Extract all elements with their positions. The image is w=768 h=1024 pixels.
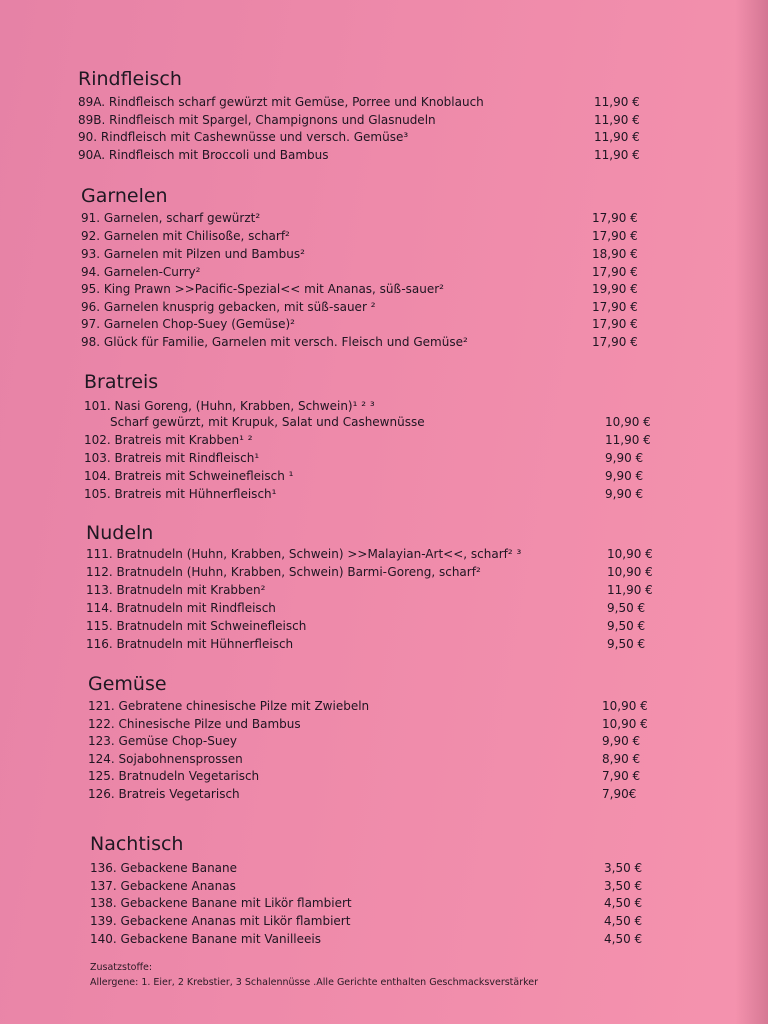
menu-item-name: 90. Rindfleisch mit Cashewnüsse und versch. Gemüse³ xyxy=(78,130,409,144)
allergens-note: Allergene: 1. Eier, 2 Krebstier, 3 Schalennüsse .Alle Gerichte enthalten Geschmacksverstärker xyxy=(90,977,539,988)
menu-item xyxy=(0,334,768,352)
menu-item xyxy=(0,450,768,468)
menu-item-price: 9,50 € xyxy=(607,601,646,615)
menu-item-price: 4,50 € xyxy=(604,896,643,910)
menu-item xyxy=(0,860,768,878)
menu-item-price: 3,50 € xyxy=(604,879,643,893)
menu-item xyxy=(0,546,768,564)
menu-item xyxy=(0,716,768,734)
menu-item-price: 17,90 € xyxy=(592,300,638,314)
menu-item-name: 101. Nasi Goreng, (Huhn, Krabben, Schwein)¹ ² ³ xyxy=(84,399,375,413)
menu-item xyxy=(0,878,768,896)
menu-item-price: 17,90 € xyxy=(592,229,638,243)
menu-item xyxy=(0,210,768,228)
menu-item-name: 121. Gebratene chinesische Pilze mit Zwiebeln xyxy=(88,699,370,713)
menu-item xyxy=(0,733,768,751)
menu-item-price: 9,90 € xyxy=(605,451,644,465)
menu-item xyxy=(0,895,768,913)
menu-item-name: 115. Bratnudeln mit Schweinefleisch xyxy=(86,619,307,633)
menu-item-price: 19,90 € xyxy=(592,282,638,296)
menu-item xyxy=(0,618,768,636)
menu-item xyxy=(0,299,768,317)
section-heading: Bratreis xyxy=(84,371,159,393)
menu-item-name: 138. Gebackene Banane mit Likör flambiert xyxy=(90,896,352,910)
menu-item-name: 124. Sojabohnensprossen xyxy=(88,752,243,766)
menu-item xyxy=(0,913,768,931)
menu-item-name: 139. Gebackene Ananas mit Likör flambiert xyxy=(90,914,351,928)
menu-item-name: 126. Bratreis Vegetarisch xyxy=(88,787,240,801)
menu-item xyxy=(0,112,768,130)
menu-item xyxy=(0,432,768,450)
menu-item-name: 92. Garnelen mit Chilisoße, scharf² xyxy=(81,229,290,243)
menu-item-price: 11,90 € xyxy=(594,130,640,144)
menu-item xyxy=(0,486,768,504)
menu-item-name: 94. Garnelen-Curry² xyxy=(81,265,201,279)
menu-item-name: 95. King Prawn >>Pacific-Spezial<< mit Ananas, süß-sauer² xyxy=(81,282,444,296)
menu-item-name: 91. Garnelen, scharf gewürzt² xyxy=(81,211,261,225)
menu-item xyxy=(0,636,768,654)
menu-item-price: 18,90 € xyxy=(592,247,638,261)
menu-item-price: 8,90 € xyxy=(602,752,641,766)
menu-item-price: 9,50 € xyxy=(607,619,646,633)
menu-item-name: 96. Garnelen knusprig gebacken, mit süß-sauer ² xyxy=(81,300,376,314)
menu-item-price: 9,90 € xyxy=(602,734,641,748)
menu-item-name: Scharf gewürzt, mit Krupuk, Salat und Cashewnüsse xyxy=(110,415,425,429)
section-heading: Gemüse xyxy=(88,673,167,695)
menu-item xyxy=(0,786,768,804)
menu-item-name: 123. Gemüse Chop-Suey xyxy=(88,734,237,748)
menu-item-name: 103. Bratreis mit Rindfleisch¹ xyxy=(84,451,260,465)
menu-item-name: 113. Bratnudeln mit Krabben² xyxy=(86,583,266,597)
menu-item-price: 10,90 € xyxy=(607,565,653,579)
menu-item-name: 98. Glück für Familie, Garnelen mit versch. Fleisch und Gemüse² xyxy=(81,335,468,349)
menu-item-name: 89B. Rindfleisch mit Spargel, Champignons und Glasnudeln xyxy=(78,113,436,127)
menu-item-price: 10,90 € xyxy=(605,415,651,429)
menu-item-price: 9,90 € xyxy=(605,487,644,501)
menu-item-name: 122. Chinesische Pilze und Bambus xyxy=(88,717,301,731)
menu-item-price: 11,90 € xyxy=(594,148,640,162)
menu-item-price: 10,90 € xyxy=(602,699,648,713)
footer-notes xyxy=(90,960,538,990)
menu-item-name: 97. Garnelen Chop-Suey (Gemüse)² xyxy=(81,317,295,331)
menu-item xyxy=(0,600,768,618)
section-heading: Nachtisch xyxy=(90,833,184,855)
menu-item xyxy=(0,931,768,949)
menu-item xyxy=(0,468,768,486)
menu-item xyxy=(0,751,768,769)
menu-item-name: 90A. Rindfleisch mit Broccoli und Bambus xyxy=(78,148,329,162)
menu-item xyxy=(0,94,768,112)
menu-item-price: 4,50 € xyxy=(604,914,643,928)
menu-item-name: 102. Bratreis mit Krabben¹ ² xyxy=(84,433,253,447)
additives-label: Zusatzstoffe: xyxy=(90,962,153,973)
menu-item-name: 111. Bratnudeln (Huhn, Krabben, Schwein) >>Malayian-Art<<, scharf² ³ xyxy=(86,547,522,561)
menu-item xyxy=(0,564,768,582)
menu-item-price: 9,50 € xyxy=(607,637,646,651)
menu-item-name: 137. Gebackene Ananas xyxy=(90,879,236,893)
menu-item-price: 4,50 € xyxy=(604,932,643,946)
menu-item-price: 17,90 € xyxy=(592,335,638,349)
menu-item-name: 114. Bratnudeln mit Rindfleisch xyxy=(86,601,276,615)
menu-item-name: 136. Gebackene Banane xyxy=(90,861,238,875)
section-heading: Nudeln xyxy=(86,522,154,544)
menu-item-name: 105. Bratreis mit Hühnerfleisch¹ xyxy=(84,487,277,501)
menu-item-price: 17,90 € xyxy=(592,211,638,225)
menu-item-price: 10,90 € xyxy=(602,717,648,731)
menu-item xyxy=(0,316,768,334)
menu-item-name: 140. Gebackene Banane mit Vanilleeis xyxy=(90,932,321,946)
menu-item-price: 7,90€ xyxy=(602,787,637,801)
menu-item-price: 11,90 € xyxy=(605,433,651,447)
menu-item-name: 125. Bratnudeln Vegetarisch xyxy=(88,769,260,783)
menu-item xyxy=(0,698,768,716)
menu-item-price: 11,90 € xyxy=(607,583,653,597)
menu-item xyxy=(0,246,768,264)
menu-item xyxy=(0,582,768,600)
menu-item-price: 7,90 € xyxy=(602,769,641,783)
menu-item xyxy=(0,768,768,786)
menu-item xyxy=(0,414,768,432)
menu-item-name: 112. Bratnudeln (Huhn, Krabben, Schwein) Barmi-Goreng, scharf² xyxy=(86,565,481,579)
menu-item xyxy=(0,264,768,282)
menu-item xyxy=(0,129,768,147)
section-heading: Rindfleisch xyxy=(78,68,182,90)
menu-item-name: 116. Bratnudeln mit Hühnerfleisch xyxy=(86,637,294,651)
menu-item-price: 3,50 € xyxy=(604,861,643,875)
menu-item-price: 11,90 € xyxy=(594,95,640,109)
menu-item-name: 93. Garnelen mit Pilzen und Bambus² xyxy=(81,247,305,261)
menu-item-price: 10,90 € xyxy=(607,547,653,561)
menu-item-price: 17,90 € xyxy=(592,265,638,279)
menu-item-price: 9,90 € xyxy=(605,469,644,483)
menu-item-price: 11,90 € xyxy=(594,113,640,127)
section-heading: Garnelen xyxy=(81,185,168,207)
menu-item-price: 17,90 € xyxy=(592,317,638,331)
menu-item xyxy=(0,228,768,246)
menu-item-name: 89A. Rindfleisch scharf gewürzt mit Gemüse, Porree und Knoblauch xyxy=(78,95,484,109)
menu-item-name: 104. Bratreis mit Schweinefleisch ¹ xyxy=(84,469,294,483)
menu-item xyxy=(0,281,768,299)
menu-item xyxy=(0,147,768,165)
